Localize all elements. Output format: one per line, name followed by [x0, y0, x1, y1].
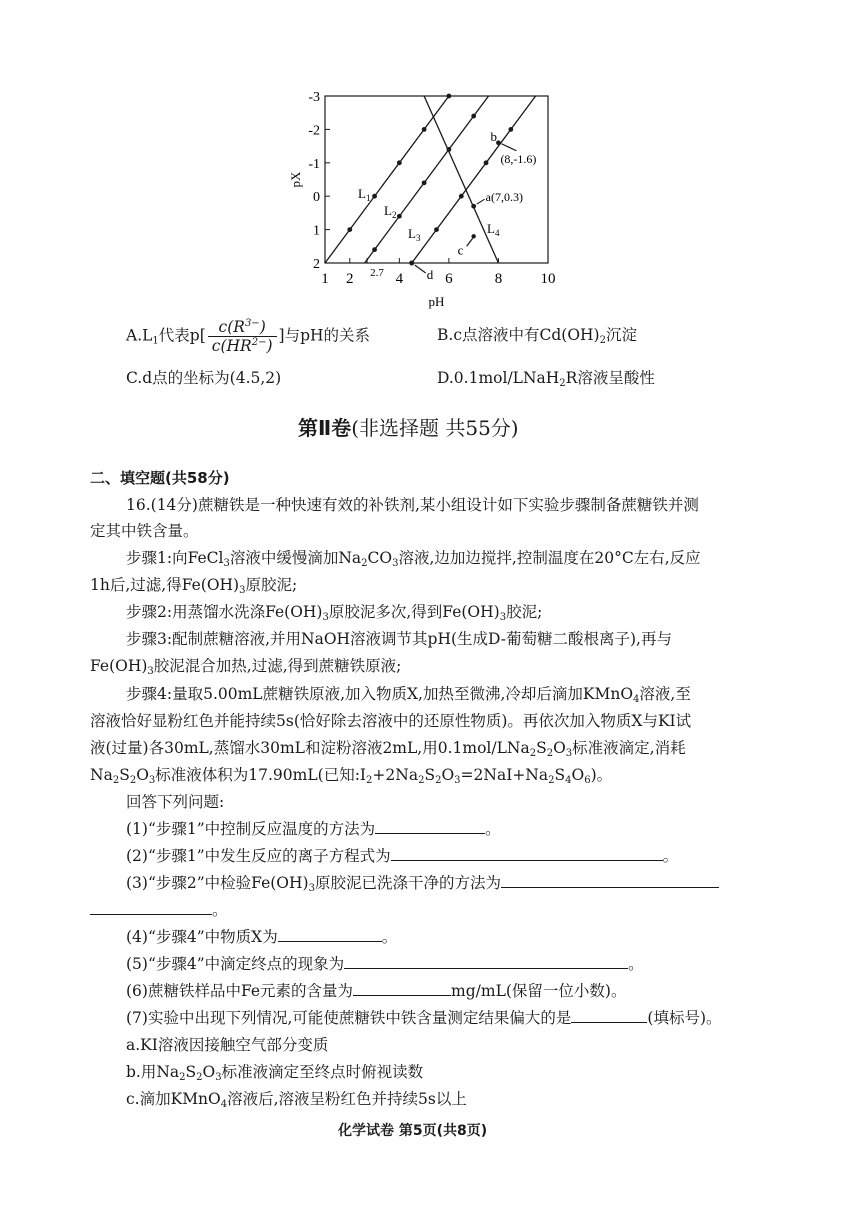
x-axis-label: pH	[428, 294, 445, 309]
fraction: $\frac{c(R^{3-})}{c(HR^{2-})}$	[208, 318, 277, 355]
point-d-label: d	[426, 267, 434, 282]
step1-line2: 1h后,过滤,得$Fe(OH)_3$原胶泥;	[90, 576, 298, 596]
answer-blank[interactable]	[90, 899, 212, 915]
part-title: 第Ⅱ卷(非选择题 共55分)	[298, 416, 519, 440]
step4-line4: $Na_2S_2O_3$标准液体积为17.90mL(已知$:I_2+2Na_2S_2O_3=2NaI+Na_2S_4O_6$)。	[90, 766, 613, 786]
y-tick-label: -3	[308, 90, 320, 105]
series-label-subscript: 1	[365, 193, 371, 203]
x-tick-label: 10	[540, 271, 556, 287]
option-a: $A.L_1$代表p[ $\frac{c(R^{3-})}{c(HR^{2-})}$ ]与pH的关系	[126, 318, 371, 355]
data-point	[397, 160, 402, 165]
question-7: (7)实验中出现下列情况,可能使蔗糖铁中铁含量测定结果偏大的是 (填标号)。	[126, 1009, 722, 1027]
x-tick-label: 6	[445, 271, 453, 287]
question-2: (2)“步骤1”中发生反应的离子方程式为 。	[126, 847, 679, 865]
series-label: $L_2$	[384, 203, 397, 220]
x-tick-label: 4	[395, 271, 404, 287]
x-tick-label: 1	[321, 271, 329, 287]
point-d-arrow	[415, 265, 426, 273]
page-footer: 化学试卷 第5页(共8页)	[338, 1123, 488, 1139]
y-tick-label: 0	[313, 190, 320, 206]
answer-blank[interactable]	[353, 980, 451, 996]
point-c-arrow	[467, 238, 473, 246]
answer-prompt: 回答下列问题:	[126, 793, 225, 811]
point-d	[409, 261, 414, 266]
q16-intro-line2: 定其中铁含量。	[90, 522, 199, 540]
data-point	[397, 214, 402, 219]
ph-px-chart	[280, 85, 580, 315]
step4-line2: 溶液恰好显粉红色并能持续5s(恰好除去溶液中的还原性物质)。再依次加入物质X与KI试	[90, 712, 692, 730]
choice-b: b.用$Na_2S_2O_3$标准液滴定至终点时俯视读数	[126, 1063, 424, 1083]
choice-c: c.滴加KMnO$_4$溶液后,溶液呈粉红色并持续5s以上	[126, 1090, 467, 1110]
option-b: B.c点溶液中有$Cd(OH)_2$沉淀	[437, 326, 637, 346]
choice-a: a.KI溶液因接触空气部分变质	[126, 1036, 329, 1054]
y-tick-label: 1	[313, 223, 320, 239]
answer-blank[interactable]	[278, 926, 382, 942]
option-d: D.0.1mol/LNaH$_2$R溶液呈酸性	[437, 369, 655, 389]
y-tick-label: 2	[313, 257, 320, 272]
step4-line1: 步骤4:量取5.00mL蔗糖铁原液,加入物质X,加热至微沸,冷却后滴加KMnO$_4$溶液,至	[126, 685, 691, 705]
question-3-continued: 。	[90, 898, 228, 922]
y-axis-label: pX	[288, 171, 303, 188]
data-point	[434, 227, 439, 232]
answer-blank[interactable]	[571, 1007, 647, 1023]
series-label: $L_3$	[408, 226, 421, 243]
x-tick-label: 8	[494, 271, 503, 287]
data-point	[471, 114, 476, 119]
series-label: $L_4$	[487, 221, 500, 238]
section-heading: 二、填空题(共58分)	[90, 469, 230, 487]
data-point	[422, 127, 427, 132]
data-point	[347, 227, 352, 232]
data-point	[372, 194, 377, 199]
answer-blank[interactable]	[344, 953, 628, 969]
step3-line1: 步骤3:配制蔗糖溶液,并用NaOH溶液调节其pH(生成D-葡萄糖二酸根离子),再与	[126, 630, 672, 648]
data-point	[459, 194, 464, 199]
point-b-label: b	[490, 128, 497, 144]
data-point	[446, 94, 451, 99]
point-b-coord-label: (8,-1.6)	[500, 151, 537, 166]
option-c: C.d点的坐标为(4.5,2)	[126, 369, 282, 387]
series-label-subscript: 4	[494, 228, 500, 238]
point-a-arrow	[477, 199, 485, 204]
step3-line2: $Fe(OH)_3$胶泥混合加热,过滤,得到蔗糖铁原液;	[90, 657, 402, 677]
y-tick-label: -1	[308, 156, 320, 172]
data-point	[422, 180, 427, 185]
data-point	[508, 127, 513, 132]
series-label-subscript: 2	[391, 210, 397, 220]
question-3: (3)“步骤2”中检验$Fe(OH)_3$原胶泥已洗涤干净的方法为	[126, 871, 719, 895]
y-tick-label: -2	[308, 123, 320, 139]
x-tick-label: 2	[346, 271, 354, 287]
point-b-arrow	[501, 144, 516, 151]
q16-intro-line1: 16.(14分)蔗糖铁是一种快速有效的补铁剂,某小组设计如下实验步骤制备蔗糖铁并测	[126, 496, 699, 514]
step1-line1: 步骤1:向FeCl$_3$溶液中缓慢滴加$Na_2CO_3$溶液,边加边搅拌,控制温度在20°C左右,反应	[126, 549, 701, 569]
question-4: (4)“步骤4”中物质X为 。	[126, 928, 398, 946]
point-a	[471, 204, 476, 209]
data-point	[484, 160, 489, 165]
question-6: (6)蔗糖铁样品中Fe元素的含量为 mg/mL(保留一位小数)。	[126, 982, 627, 1000]
tick-2-7-label: 2.7	[370, 267, 384, 279]
step2-line: 步骤2:用蒸馏水洗涤$Fe(OH)_3$原胶泥多次,得到$Fe(OH)_3$胶泥;	[126, 603, 543, 623]
point-c	[471, 234, 475, 238]
answer-blank[interactable]	[501, 872, 719, 888]
answer-blank[interactable]	[375, 818, 485, 834]
series-line-L4	[350, 85, 573, 315]
point-a-label: a(7,0.3)	[485, 190, 523, 205]
series-label: $L_1$	[358, 186, 371, 203]
plot-frame	[325, 96, 548, 263]
series-label-subscript: 3	[415, 233, 421, 243]
question-1: (1)“步骤1”中控制反应温度的方法为 。	[126, 820, 501, 838]
data-point	[372, 247, 377, 252]
point-c-label: c	[457, 242, 464, 258]
answer-blank[interactable]	[391, 845, 663, 861]
step4-line3: 液(过量)各30mL,蒸馏水30mL和淀粉溶液2mL,用$0.1mol/LNa_2S_2O_3$标准液滴定,消耗	[90, 739, 686, 759]
question-5: (5)“步骤4”中滴定终点的现象为 。	[126, 955, 644, 973]
